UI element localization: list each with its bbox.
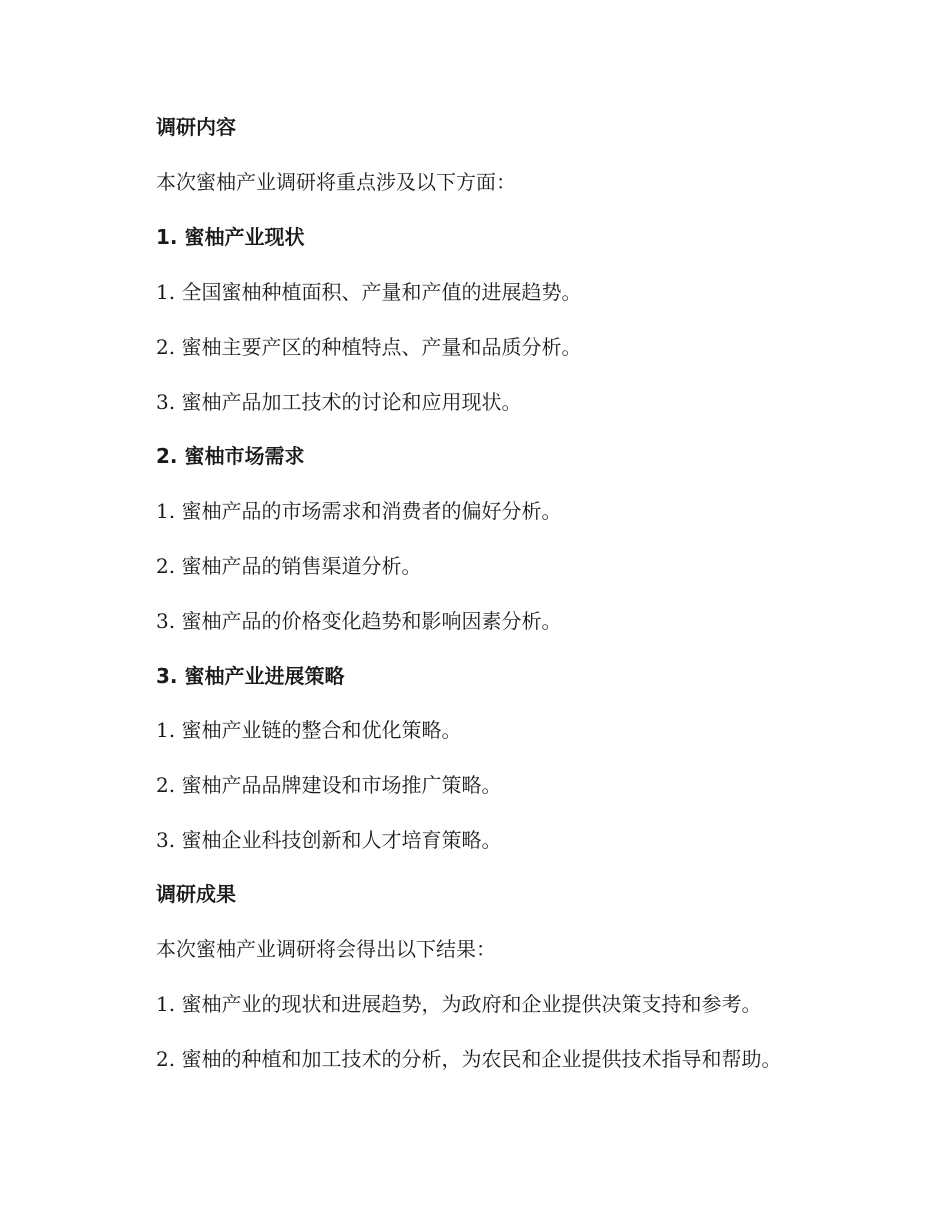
list-item: 3. 蜜柚产品加工技术的讨论和应用现状。 [156, 390, 522, 414]
topic-heading-industry-status: 1. 蜜柚产业现状 [156, 225, 305, 249]
list-item: 2. 蜜柚主要产区的种植特点、产量和品质分析。 [156, 335, 582, 359]
list-item: 2. 蜜柚的种植和加工技术的分析，为农民和企业提供技术指导和帮助。 [156, 1047, 782, 1071]
section-intro: 本次蜜柚产业调研将会得出以下结果： [156, 937, 496, 961]
list-item: 1. 蜜柚产业链的整合和优化策略。 [156, 718, 462, 742]
section-heading-research-content: 调研内容 [156, 115, 236, 139]
section-intro: 本次蜜柚产业调研将重点涉及以下方面： [156, 170, 516, 194]
topic-heading-market-demand: 2. 蜜柚市场需求 [156, 444, 305, 468]
list-item: 3. 蜜柚企业科技创新和人才培育策略。 [156, 828, 502, 852]
list-item: 1. 蜜柚产品的市场需求和消费者的偏好分析。 [156, 499, 562, 523]
list-item: 2. 蜜柚产品的销售渠道分析。 [156, 554, 422, 578]
list-item: 2. 蜜柚产品品牌建设和市场推广策略。 [156, 773, 502, 797]
list-item: 1. 全国蜜柚种植面积、产量和产值的进展趋势。 [156, 280, 582, 304]
topic-heading-development-strategy: 3. 蜜柚产业进展策略 [156, 664, 345, 688]
section-heading-research-results: 调研成果 [156, 882, 236, 906]
list-item: 1. 蜜柚产业的现状和进展趋势，为政府和企业提供决策支持和参考。 [156, 992, 762, 1016]
list-item: 3. 蜜柚产品的价格变化趋势和影响因素分析。 [156, 609, 562, 633]
